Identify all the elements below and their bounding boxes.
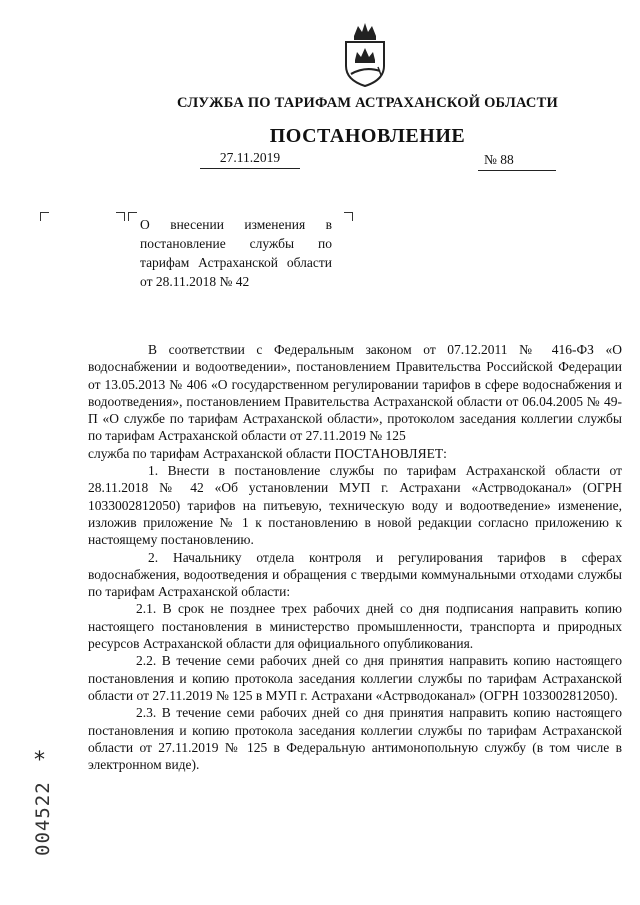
corner-mark-left — [40, 212, 49, 221]
registration-stamp — [28, 750, 58, 860]
document-date: 27.11.2019 — [200, 150, 300, 169]
coat-of-arms-emblem-icon — [340, 20, 390, 88]
corner-mark-mid-a — [116, 212, 125, 221]
stamp-asterisk: * — [34, 748, 45, 773]
item-2-3-paragraph: 2.3. В течение семи рабочих дней со дня принятия направить копию настоящего постановления и копию протокола заседания коллегии службы по тарифам Астраханской области от 27.11.2019 № 125 в Федеральную антимонопольную службу (в том числе в электронном виде). — [88, 705, 622, 773]
document-body — [88, 341, 622, 773]
item-1-paragraph: 1. Внести в постановление службы по тарифам Астраханской области от 28.11.2018 № 42 «Об установлении МУП г. Астрахани «Астрводоканал» (ОГРН 1033002812050) тарифов на питьевую, техническую воду и водоотведение» изменение, изложив приложение № 1 к постановлению в новой редакции согласно приложению к настоящему постановлению. — [88, 463, 622, 548]
organization-name: СЛУЖБА ПО ТАРИФАМ АСТРАХАНСКОЙ ОБЛАСТИ — [177, 95, 558, 111]
stamp-code: 004522 — [32, 781, 54, 856]
corner-mark-right — [344, 212, 353, 221]
item-2-2-paragraph: 2.2. В течение семи рабочих дней со дня принятия направить копию настоящего постановления и копию протокола заседания коллегии службы по тарифам Астраханской области от 27.11.2019 № 125 в МУП г. Астрахани «Астрводоканал» (ОГРН 1033002812050). — [88, 653, 622, 703]
decree-line: служба по тарифам Астраханской области ПОСТАНОВЛЯЕТ: — [88, 445, 447, 461]
document-number: № 88 — [478, 152, 556, 171]
corner-mark-mid-b — [128, 212, 137, 221]
document-type-title: ПОСТАНОВЛЕНИЕ — [269, 125, 466, 147]
item-2-1-paragraph: 2.1. В срок не позднее трех рабочих дней со дня подписания направить копию настоящего постановления в министерство промышленности, транспорта и природных ресурсов Астраханской области для официального опубликования. — [88, 601, 622, 652]
preamble-paragraph: В соответствии с Федеральным законом от 07.12.2011 № 416-ФЗ «О водоснабжении и водоотведении», постановлением Правительства Российской Федерации от 13.05.2013 № 406 «О государственном регулировании тарифов в сфере водоснабжения и водоотведения», постановлением Правительства Астраханской области от 06.04.2005 № 49-П «О службе по тарифам Астраханской области», протоколом заседания коллегии службы по тарифам Астраханской области от 27.11.2019 № 125 — [88, 342, 622, 444]
item-2-paragraph: 2. Начальнику отдела контроля и регулирования тарифов в сферах водоснабжения, водоотведения и обращения с твердыми коммунальными отходами службы по тарифам Астраханской области: — [88, 549, 622, 600]
document-subject: О внесении изменения в постановление службы по тарифам Астраханской области от 28.11.2018 № 42 — [140, 217, 332, 289]
